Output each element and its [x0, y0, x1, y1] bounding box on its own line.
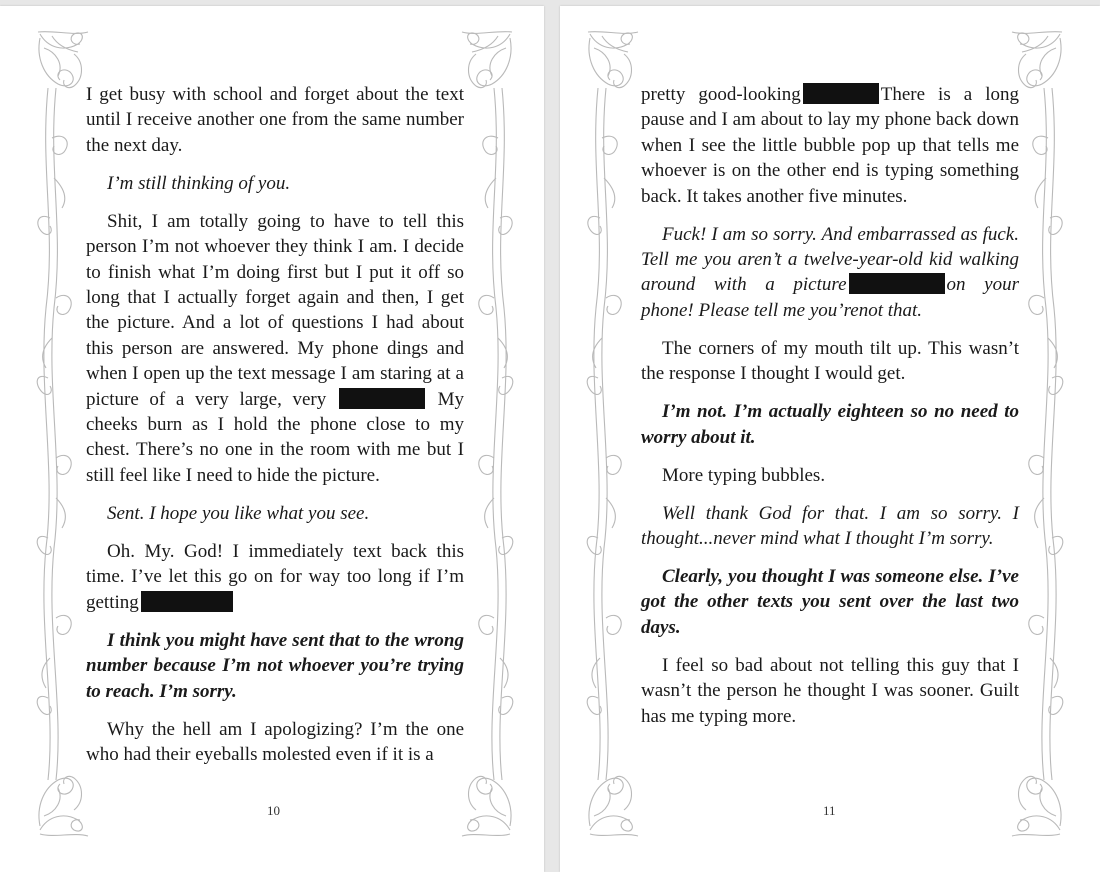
paragraph: The corners of my mouth tilt up. This wasn’t the response I thought I would get.: [641, 337, 1019, 385]
page-number: 11: [823, 803, 836, 818]
paragraph: Oh. My. God! I immediately text back this time. I’ve let this go on for way too long if I’m getting: [86, 540, 464, 613]
redaction-bar: [803, 83, 879, 104]
paragraph: Why the hell am I apologizing? I’m the one who had their eyeballs molested even if it is a: [86, 718, 464, 765]
paragraph: Shit, I am totally going to have to tell this person I’m not whoever they think I am. I decide to finish what I’m doing first but I put it off so long that I actually forget again and then, I get the picture. And a lot of questions I had about this person are answered. My phone dings and when I open up the text message I am staring at a picture of a very large, very My cheeks burn as I hold the phone close to my chest. There’s no one in the room with me but I still feel like I need to hide the picture.: [86, 210, 464, 486]
ornamental-border-left-icon: [584, 28, 642, 840]
paragraph-reply-message: Clearly, you thought I was someone else. I’ve got the other texts you sent over the last two days.: [641, 566, 1019, 638]
paragraph: I get busy with school and forget about the text until I receive another one from the same number the next day.: [86, 84, 464, 156]
paragraph: pretty good-looking There is a long pause and I am about to lay my phone back down when I see the little bubble pop up that tells me whoever is on the other end is typing something back. It takes another five minutes.: [641, 84, 1020, 207]
left-page-text: [86, 82, 464, 767]
paragraph: I feel so bad about not telling this guy that I wasn’t the person he thought I was sooner. Guilt has me typing more.: [641, 654, 1019, 727]
redaction-bar: [141, 591, 233, 612]
page-number: 10: [267, 803, 280, 818]
ornamental-border-left-icon: [34, 28, 92, 840]
paragraph-reply-message: I’m not. I’m actually eighteen so no need to worry about it.: [641, 401, 1019, 448]
ornamental-border-right-icon: [458, 28, 516, 840]
paragraph-text-message: Fuck! I am so sorry. And embarrassed as fuck. Tell me you aren’t a twelve-year-old kid walking around with a picture on your phone! Please tell me you’renot that.: [641, 223, 1019, 321]
paragraph-reply-message: I think you might have sent that to the wrong number because I’m not whoever you’re trying to reach. I’m sorry.: [86, 629, 464, 702]
paragraph-text-message: Well thank God for that. I am so sorry. I thought...never mind what I thought I’m sorry.: [641, 502, 1019, 550]
paragraph: More typing bubbles.: [662, 464, 826, 486]
paragraph-text-message: I’m still thinking of you.: [107, 172, 291, 194]
paragraph-text-message: Sent. I hope you like what you see.: [107, 502, 370, 524]
redaction-bar: [339, 388, 425, 409]
right-page-text: [641, 82, 1019, 729]
redaction-bar: [849, 273, 945, 294]
